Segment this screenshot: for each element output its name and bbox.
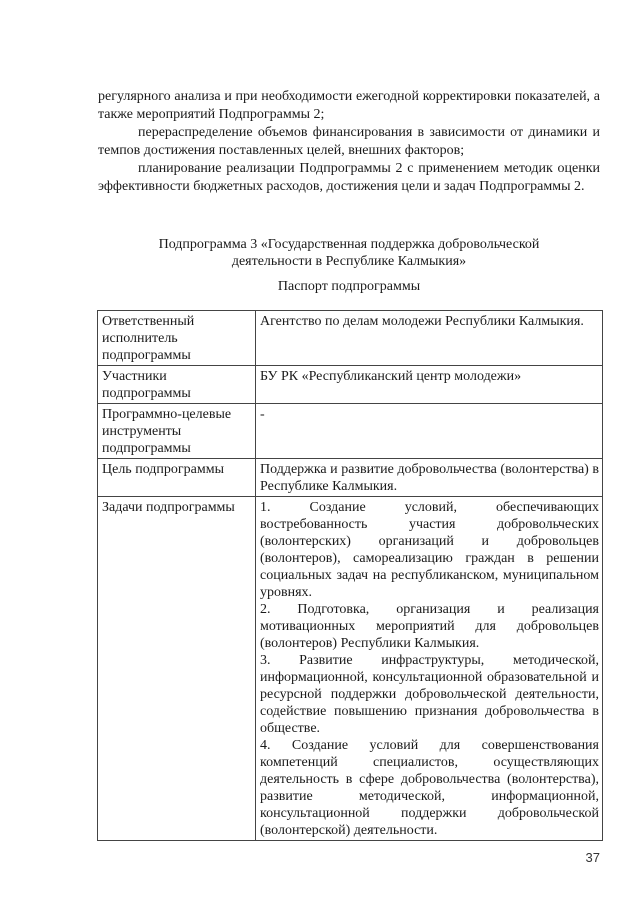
table-row (98, 459, 603, 497)
intro-text (98, 88, 600, 196)
row-label-goal: Цель подпрограммы (98, 459, 256, 497)
row-value-participants: БУ РК «Республиканский центр молодежи» (256, 366, 603, 404)
row-label-tasks: Задачи подпрограммы (98, 497, 256, 841)
row-label-instruments: Программно-целевые инструменты подпрограммы (98, 404, 256, 459)
row-value-instruments: - (256, 404, 603, 459)
row-label-participants: Участники подпрограммы (98, 366, 256, 404)
intro-paragraph-1: регулярного анализа и при необходимости ежегодной корректировки показателей, а также мероприятий Подпрограммы 2; (98, 89, 600, 122)
row-value-goal: Поддержка и развитие добровольчества (волонтерства) в Республике Калмыкия. (256, 459, 603, 497)
table-row (98, 497, 603, 841)
row-value-tasks (256, 497, 603, 841)
task-item-1: 1. Создание условий, обеспечивающих востребованность участия добровольческих (волонтерских) организаций и добровольцев (волонтеров), самореализацию граждан в решении социальных задач на республиканском, муниципальном уровнях. (260, 500, 599, 600)
row-label-responsible: Ответственный исполнитель подпрограммы (98, 311, 256, 366)
table-row (98, 311, 603, 366)
task-item-3: 3. Развитие инфраструктуры, методической, информационной, консультационной образовательной и ресурсной поддержки добровольческой деятельности, содействие повышению признания добровольчества в обществе. (260, 653, 599, 736)
table-row (98, 404, 603, 459)
page-number: 37 (585, 850, 600, 865)
row-value-responsible: Агентство по делам молодежи Республики Калмыкия. (256, 311, 603, 366)
subprogram-title-line-1: Подпрограмма 3 «Государственная поддержка добровольческой (158, 237, 540, 252)
intro-paragraph-2: перераспределение объемов финансирования в зависимости от динамики и темпов достижения поставленных целей, внешних факторов; (98, 125, 600, 158)
intro-paragraph-3: планирование реализации Подпрограммы 2 с применением методик оценки эффективности бюджетных расходов, достижения цели и задач Подпрограммы 2. (98, 161, 600, 194)
table-row (98, 366, 603, 404)
passport-table (97, 310, 603, 841)
subprogram-title (98, 236, 600, 270)
task-item-4: 4. Создание условий для совершенствования компетенций специалистов, осуществляющих деятельность в сфере добровольчества (волонтерства), развитие методической, информационной, консультационной поддержки добровольческой (волонтерской) деятельности. (260, 738, 599, 838)
subprogram-title-line-2: деятельности в Республике Калмыкия» (231, 254, 467, 269)
task-item-2: 2. Подготовка, организация и реализация мотивационных мероприятий для добровольцев (волонтеров) Республики Калмыкия. (260, 602, 599, 651)
passport-title: Паспорт подпрограммы (277, 279, 421, 294)
